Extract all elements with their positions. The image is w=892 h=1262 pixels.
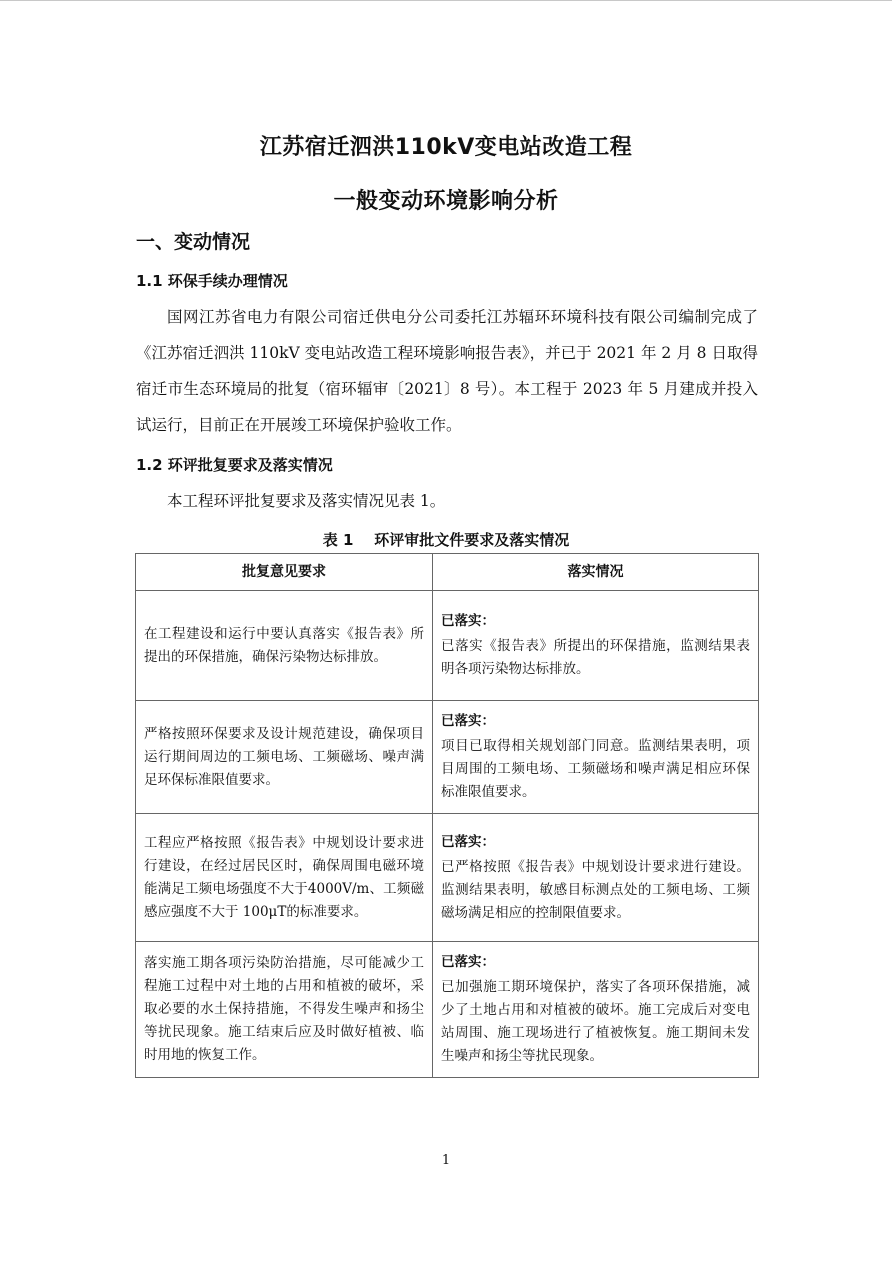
document-subtitle: 一般变动环境影响分析 <box>333 189 559 214</box>
document-title: 江苏宿迁泗洪110kV变电站改造工程 <box>259 135 633 160</box>
subsection-heading-1-2: 1.2 环评批复要求及落实情况 <box>136 456 333 474</box>
page-number: 1 <box>441 1153 451 1168</box>
implementation-detail: 已落实《报告表》所提出的环保措施，监测结果表明各项污染物达标排放。 <box>441 638 750 677</box>
requirement-cell: 严格按照环保要求及设计规范建设，确保项目运行期间周边的工频电场、工频磁场、噪声满足环保标准限值要求。 <box>136 701 433 814</box>
implementation-detail: 已严格按照《报告表》中规划设计要求进行建设。监测结果表明，敏感目标测点处的工频电场、工频磁场满足相应的控制限值要求。 <box>441 858 750 921</box>
table-row <box>136 701 759 814</box>
requirement-cell: 在工程建设和运行中要认真落实《报告表》所提出的环保措施，确保污染物达标排放。 <box>136 591 433 701</box>
section-heading: 一、变动情况 <box>136 231 251 253</box>
requirements-table <box>135 553 759 1078</box>
table-row <box>136 591 759 701</box>
status-label: 已落实： <box>441 613 495 629</box>
top-border-line <box>0 0 892 1</box>
paragraph-table-ref: 本工程环评批复要求及落实情况见表 1。 <box>167 492 446 510</box>
implementation-detail: 项目已取得相关规划部门同意。监测结果表明，项目周围的工频电场、工频磁场和噪声满足相应环保标准限值要求。 <box>441 738 750 800</box>
status-label: 已落实： <box>441 713 495 729</box>
column-header-requirement: 批复意见要求 <box>136 554 433 591</box>
status-label: 已落实： <box>441 954 495 970</box>
table-header-row <box>136 554 759 591</box>
table-row <box>136 942 759 1078</box>
requirement-cell: 落实施工期各项污染防治措施，尽可能减少工程施工过程中对土地的占用和植被的破坏，采取必要的水土保持措施，不得发生噪声和扬尘等扰民现象。施工结束后应及时做好植被、临时用地的恢复工作。 <box>136 942 433 1078</box>
implementation-cell <box>433 942 759 1078</box>
table-row <box>136 814 759 942</box>
implementation-cell <box>433 701 759 814</box>
paragraph-approval: 国网江苏省电力有限公司宿迁供电分公司委托江苏辐环环境科技有限公司编制完成了《江苏宿迁泗洪 110kV 变电站改造工程环境影响报告表》，并已于 2021 年 2 月 8 日取得宿迁市生态环境局的批复（宿环辐审〔2021〕8 号）。本工程于 2023 年 5 月建成并投入试运行，目前正在开展竣工环境保护验收工作。 <box>136 308 758 434</box>
implementation-cell <box>433 814 759 942</box>
column-header-implementation: 落实情况 <box>433 554 759 591</box>
implementation-detail: 已加强施工期环境保护，落实了各项环保措施，减少了土地占用和对植被的破坏。施工完成后对变电站周围、施工现场进行了植被恢复。施工期间未发生噪声和扬尘等扰民现象。 <box>441 979 750 1064</box>
table-caption: 表 1 环评审批文件要求及落实情况 <box>322 531 570 549</box>
subsection-heading-1-1: 1.1 环保手续办理情况 <box>136 272 288 290</box>
status-label: 已落实： <box>441 833 495 850</box>
requirement-cell: 工程应严格按照《报告表》中规划设计要求进行建设，在经过居民区时，确保周围电磁环境能满足工频电场强度不大于4000V/m、工频磁感应强度不大于 100μT的标准要求。 <box>136 814 433 942</box>
implementation-cell <box>433 591 759 701</box>
